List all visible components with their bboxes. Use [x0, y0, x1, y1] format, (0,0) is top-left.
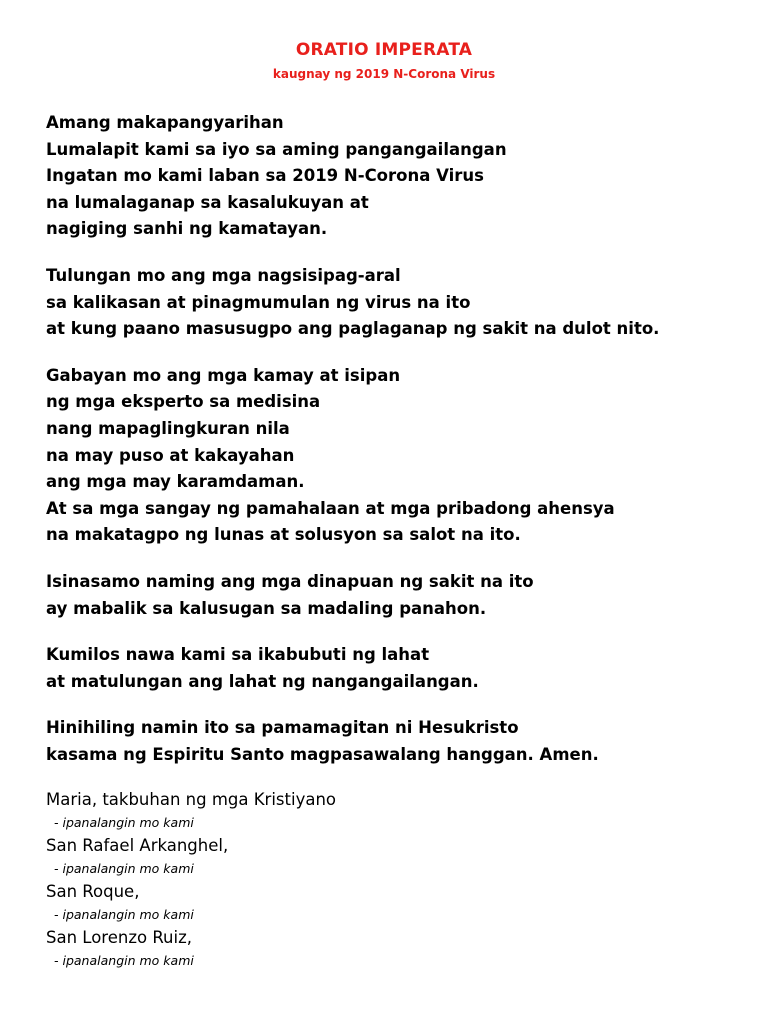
stanza-2 — [46, 263, 746, 343]
prayer-line: Gabayan mo ang mga kamay at isipan — [46, 365, 401, 385]
prayer-subtitle: kaugnay ng 2019 N-Corona Virus — [272, 67, 496, 81]
stanza-6 — [46, 715, 746, 768]
prayer-line: ang mga may karamdaman. — [46, 472, 305, 492]
prayer-line: ng mga eksperto sa medisina — [46, 392, 321, 412]
prayer-line: at kung paano masusugpo ang paglaganap ng sakit na dulot nito. — [46, 319, 660, 339]
prayer-body — [46, 110, 746, 972]
prayer-line: kasama ng Espiritu Santo magpasawalang hanggan. Amen. — [46, 744, 599, 764]
prayer-line: nang mapaglingkuran nila — [46, 418, 290, 438]
litany-invocation: San Rafael Arkanghel, — [46, 836, 229, 856]
prayer-line: at matulungan ang lahat ng nangangailangan. — [46, 671, 479, 691]
prayer-line: ay mabalik sa kalusugan sa madaling panahon. — [46, 598, 487, 618]
litany-invocation: San Lorenzo Ruiz, — [46, 928, 192, 948]
prayer-line: At sa mga sangay ng pamahalaan at mga pribadong ahensya — [46, 498, 615, 518]
litany — [46, 788, 746, 972]
litany-response: - ipanalangin mo kami — [54, 815, 194, 831]
litany-invocation: San Roque, — [46, 882, 140, 902]
prayer-line: sa kalikasan at pinagmumulan ng virus na ito — [46, 292, 471, 312]
stanza-1 — [46, 110, 746, 243]
prayer-line: Kumilos nawa kami sa ikabubuti ng lahat — [46, 645, 430, 665]
litany-response: - ipanalangin mo kami — [54, 953, 194, 969]
prayer-line: na lumalaganap sa kasalukuyan at — [46, 192, 369, 212]
stanza-3 — [46, 363, 746, 549]
stanza-4 — [46, 569, 746, 622]
prayer-line: na makatagpo ng lunas at solusyon sa salot na ito. — [46, 525, 521, 545]
litany-invocation: Maria, takbuhan ng mga Kristiyano — [46, 790, 336, 810]
prayer-line: Isinasamo naming ang mga dinapuan ng sakit na ito — [46, 571, 534, 591]
prayer-line: na may puso at kakayahan — [46, 445, 295, 465]
prayer-line: Ingatan mo kami laban sa 2019 N-Corona Virus — [46, 166, 484, 186]
prayer-title: ORATIO IMPERATA — [295, 40, 473, 60]
litany-response: - ipanalangin mo kami — [54, 907, 194, 923]
prayer-line: Tulungan mo ang mga nagsisipag-aral — [46, 265, 401, 285]
stanza-5 — [46, 642, 746, 695]
prayer-line: nagiging sanhi ng kamatayan. — [46, 219, 328, 239]
litany-response: - ipanalangin mo kami — [54, 861, 194, 877]
prayer-line: Amang makapangyarihan — [46, 113, 284, 132]
prayer-line: Lumalapit kami sa iyo sa aming pangangailangan — [46, 139, 507, 159]
prayer-line: Hinihiling namin ito sa pamamagitan ni Hesukristo — [46, 718, 519, 738]
